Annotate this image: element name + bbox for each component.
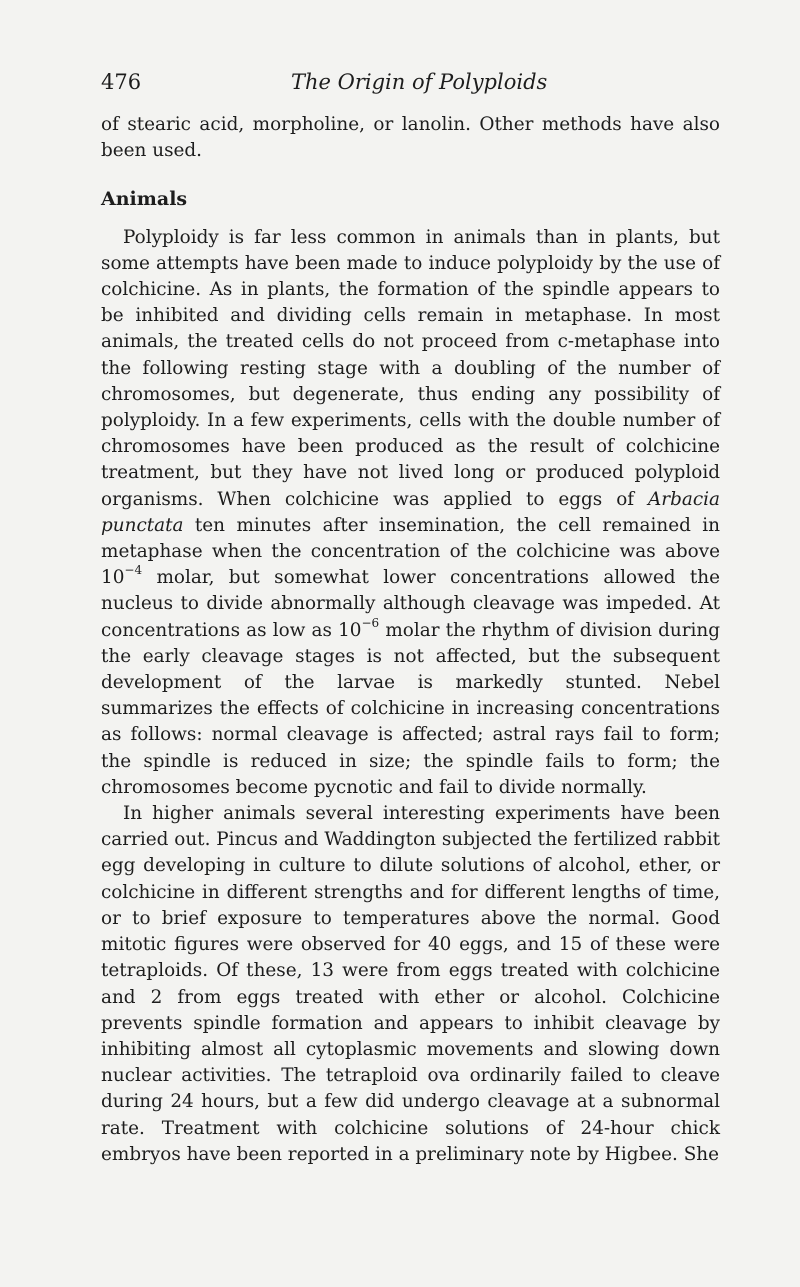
- intro-paragraph: of stearic acid, morpholine, or lanolin. Other methods have also been used.: [101, 114, 720, 162]
- paragraph-text: Polyploidy is far less common in animals than in plants, but some attempts have been made to induce polyploidy by the use of colchicine. As in plants, the formation of the spindle appears to be inhibited and dividing cells remain in metaphase. In most animals, the treated cells do not proceed from c-metaphase into the following resting stage with a doubling of the number of chromosomes, but degenerate, thus ending any possibility of polyploidy. In a few experiments, cells with the double number of chromosomes have been produced as the result of colchicine treatment, but they have not lived long or produced polyploid organisms. When colchicine was applied to eggs of: [101, 226, 720, 510]
- exponent: −4: [124, 563, 143, 578]
- page-header: [101, 70, 701, 100]
- paragraph-text: molar the rhythm of division during the early cleavage stages is not affected, but the subsequent development of the larvae is markedly stunted. Nebel summarizes the effects of colchicine in increasing concentrations as follows: normal cleavage is affected; astral rays fail to form; the spindle is reduced in size; the spindle fails to form; the chromosomes become pycnotic and fail to divide normally.: [101, 619, 720, 798]
- species-name: Arbacia punctata: [101, 488, 720, 536]
- paragraph-text: molar, but somewhat lower concentrations allowed the nucleus to divide abnormally although cleavage was impeded. At concentrations as low as 10: [101, 567, 720, 641]
- running-title: The Origin of Polyploids: [291, 70, 548, 94]
- exponent: −6: [361, 615, 380, 630]
- paragraph-polyploidy-animals: [101, 225, 720, 801]
- page-body: [101, 112, 720, 1168]
- section-heading-animals: Animals: [101, 188, 188, 211]
- paragraph-text: ten minutes after insemination, the cell remained in metaphase when the concentration of the colchicine was above 10: [101, 514, 720, 589]
- page-number: 476: [101, 70, 142, 94]
- paragraph-higher-animals: In higher animals several interesting experiments have been carried out. Pincus and Waddington subjected the fertilized rabbit egg developing in culture to dilute solutions of alcohol, ether, or colchicine in different strengths and for different lengths of time, or to brief exposure to temperatures above the normal. Good mitotic figures were observed for 40 eggs, and 15 of these were tetraploids. Of these, 13 were from eggs treated with colchicine and 2 from eggs treated with ether or alcohol. Colchicine prevents spindle formation and appears to inhibit cleavage by inhibiting almost all cytoplasmic movements and slowing down nuclear activities. The tetraploid ova ordinarily failed to cleave during 24 hours, but a few did undergo cleavage at a subnormal rate. Treatment with colchicine solutions of 24-hour chick embryos have been reported in a preliminary note by Higbee. She: [101, 803, 720, 1165]
